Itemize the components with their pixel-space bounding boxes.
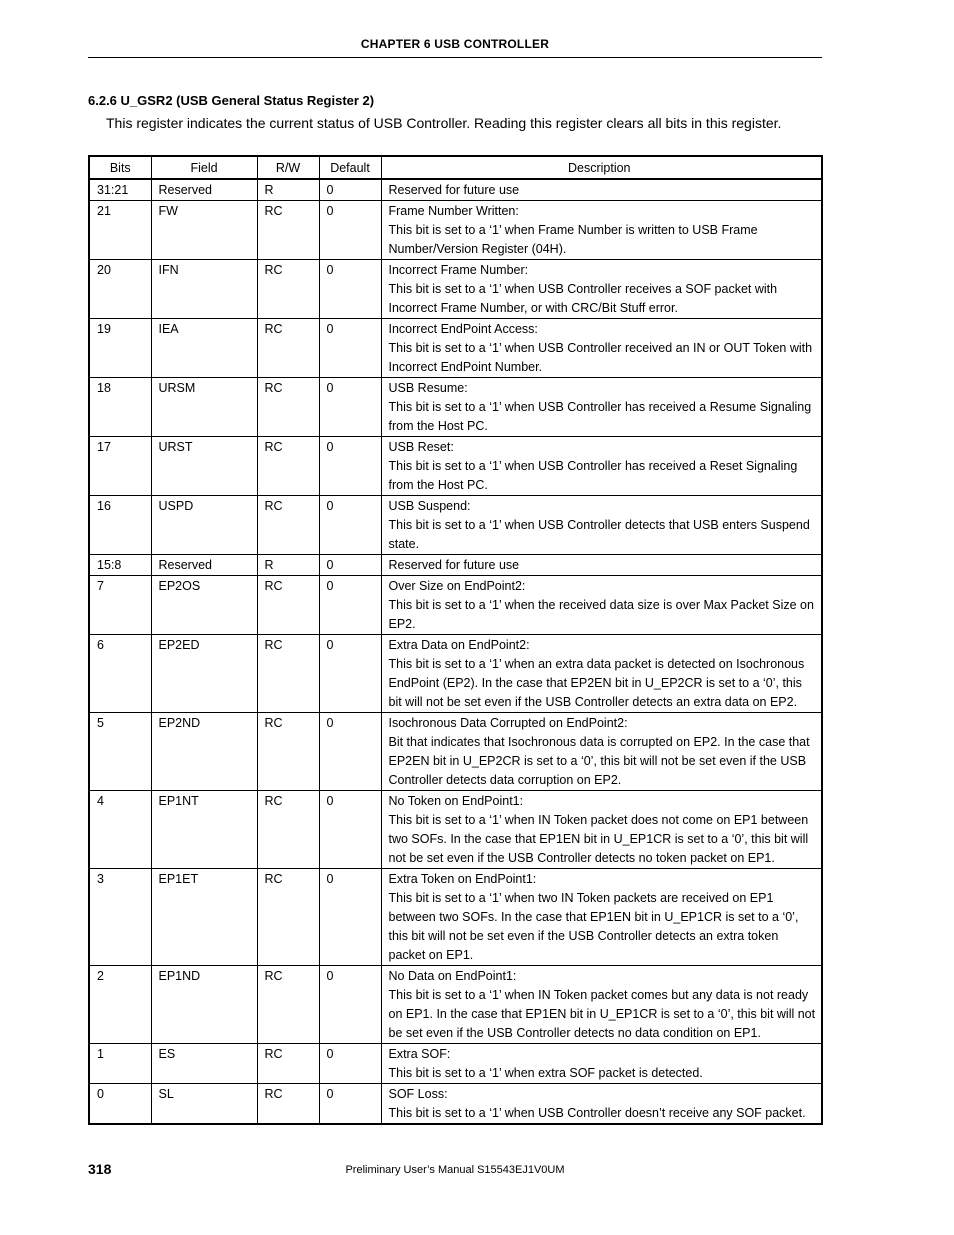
description-line: USB Resume: <box>388 381 468 395</box>
rw-cell: R <box>257 179 319 201</box>
default-cell: 0 <box>319 713 381 791</box>
column-header-bits: Bits <box>89 156 151 179</box>
field-cell: SL <box>151 1084 257 1125</box>
description-line: Incorrect Frame Number: <box>388 263 529 277</box>
chapter-header: CHAPTER 6 USB CONTROLLER <box>360 37 550 51</box>
table-row <box>89 966 822 1044</box>
rw-cell: RC <box>257 1044 319 1084</box>
default-cell: 0 <box>319 260 381 319</box>
description-line: No Data on EndPoint1: <box>388 969 517 983</box>
description-line: This bit is set to a ‘1’ when two IN Token packets are received on EP1 <box>388 891 774 905</box>
field-cell: EP1NT <box>151 791 257 869</box>
bits-cell: 7 <box>89 576 151 635</box>
page-number: 318 <box>88 1161 112 1177</box>
description-line: This bit is set to a ‘1’ when USB Controller received an IN or OUT Token with <box>388 341 813 355</box>
field-cell: IFN <box>151 260 257 319</box>
description-line: Reserved for future use <box>388 183 520 197</box>
description-line: EP2EN bit in U_EP2CR is set to a ‘0’, this bit will not be set even if the USB <box>388 754 807 768</box>
description-line: This bit is set to a ‘1’ when USB Controller receives a SOF packet with <box>388 282 778 296</box>
description-line: Reserved for future use <box>388 558 520 572</box>
description-cell <box>381 576 822 635</box>
table-row <box>89 1044 822 1084</box>
description-line: This bit is set to a ‘1’ when USB Controller has received a Resume Signaling <box>388 400 812 414</box>
column-header-field: Field <box>151 156 257 179</box>
rw-cell: RC <box>257 791 319 869</box>
bits-cell: 2 <box>89 966 151 1044</box>
field-cell: Reserved <box>151 179 257 201</box>
description-line: on EP1. In the case that EP1EN bit in U_EP1CR is set to a ‘0’, this bit will not <box>388 1007 816 1021</box>
field-cell: EP1ND <box>151 966 257 1044</box>
description-cell <box>381 179 822 201</box>
description-line: Extra Token on EndPoint1: <box>388 872 537 886</box>
column-header-description: Description <box>381 156 822 179</box>
rw-cell: RC <box>257 966 319 1044</box>
table-row <box>89 260 822 319</box>
table-row <box>89 791 822 869</box>
field-cell: URST <box>151 437 257 496</box>
default-cell: 0 <box>319 201 381 260</box>
bits-cell: 18 <box>89 378 151 437</box>
bits-cell: 0 <box>89 1084 151 1125</box>
description-line: Bit that indicates that Isochronous data is corrupted on EP2. In the case that <box>388 735 810 749</box>
description-line: No Token on EndPoint1: <box>388 794 524 808</box>
description-line: state. <box>388 537 420 551</box>
rw-cell: RC <box>257 437 319 496</box>
register-table-body <box>89 179 822 1124</box>
default-cell: 0 <box>319 576 381 635</box>
default-cell: 0 <box>319 555 381 576</box>
rw-cell: RC <box>257 1084 319 1125</box>
description-line: Frame Number Written: <box>388 204 519 218</box>
column-header-rw: R/W <box>257 156 319 179</box>
bits-cell: 1 <box>89 1044 151 1084</box>
description-line: SOF Loss: <box>388 1087 448 1101</box>
description-line: Isochronous Data Corrupted on EndPoint2: <box>388 716 628 730</box>
field-cell: URSM <box>151 378 257 437</box>
field-cell: USPD <box>151 496 257 555</box>
table-row <box>89 437 822 496</box>
description-line: this bit will not be set even if the USB Controller detects an extra token <box>388 929 779 943</box>
description-line: This bit is set to a ‘1’ when USB Controller detects that USB enters Suspend <box>388 518 810 532</box>
description-cell <box>381 437 822 496</box>
description-line: This bit is set to a ‘1’ when IN Token packet comes but any data is not ready <box>388 988 809 1002</box>
description-line: from the Host PC. <box>388 419 488 433</box>
section-title: 6.2.6 U_GSR2 (USB General Status Register 2) <box>88 93 375 108</box>
table-row <box>89 576 822 635</box>
table-row <box>89 496 822 555</box>
description-cell <box>381 260 822 319</box>
description-cell <box>381 713 822 791</box>
default-cell: 0 <box>319 966 381 1044</box>
bits-cell: 15:8 <box>89 555 151 576</box>
description-cell <box>381 1044 822 1084</box>
column-header-default: Default <box>319 156 381 179</box>
default-cell: 0 <box>319 1084 381 1125</box>
table-row <box>89 378 822 437</box>
description-line: EP2. <box>388 617 416 631</box>
rw-cell: RC <box>257 635 319 713</box>
field-cell: IEA <box>151 319 257 378</box>
default-cell: 0 <box>319 437 381 496</box>
bits-cell: 3 <box>89 869 151 966</box>
description-cell <box>381 555 822 576</box>
rw-cell: RC <box>257 576 319 635</box>
description-line: This bit is set to a ‘1’ when USB Controller doesn’t receive any SOF packet. <box>388 1106 806 1120</box>
description-cell <box>381 496 822 555</box>
default-cell: 0 <box>319 319 381 378</box>
field-cell: Reserved <box>151 555 257 576</box>
description-line: Incorrect EndPoint Number. <box>388 360 543 374</box>
manual-footer: Preliminary User’s Manual S15543EJ1V0UM <box>345 1164 565 1176</box>
description-line: Incorrect Frame Number, or with CRC/Bit Stuff error. <box>388 301 678 315</box>
description-line: USB Suspend: <box>388 499 471 513</box>
register-table <box>88 155 823 1125</box>
description-line: packet on EP1. <box>388 948 474 962</box>
table-row <box>89 555 822 576</box>
description-line: This bit is set to a ‘1’ when IN Token packet does not come on EP1 between <box>388 813 809 827</box>
table-row <box>89 869 822 966</box>
bits-cell: 20 <box>89 260 151 319</box>
rw-cell: RC <box>257 713 319 791</box>
rw-cell: RC <box>257 378 319 437</box>
bits-cell: 19 <box>89 319 151 378</box>
description-line: from the Host PC. <box>388 478 488 492</box>
description-cell <box>381 319 822 378</box>
bits-cell: 31:21 <box>89 179 151 201</box>
description-cell <box>381 869 822 966</box>
rw-cell: RC <box>257 869 319 966</box>
table-row <box>89 713 822 791</box>
description-cell <box>381 791 822 869</box>
default-cell: 0 <box>319 869 381 966</box>
default-cell: 0 <box>319 635 381 713</box>
field-cell: EP2ED <box>151 635 257 713</box>
description-cell <box>381 635 822 713</box>
description-cell <box>381 201 822 260</box>
default-cell: 0 <box>319 791 381 869</box>
description-cell <box>381 1084 822 1125</box>
description-line: Incorrect EndPoint Access: <box>388 322 538 336</box>
description-line: not be set even if the USB Controller detects no token packet on EP1. <box>388 851 775 865</box>
description-line: between two SOFs. In the case that EP1EN bit in U_EP1CR is set to a ‘0’, <box>388 910 799 924</box>
rw-cell: RC <box>257 319 319 378</box>
bits-cell: 4 <box>89 791 151 869</box>
table-row <box>89 1084 822 1125</box>
field-cell: EP2OS <box>151 576 257 635</box>
table-row <box>89 201 822 260</box>
description-line: This bit is set to a ‘1’ when an extra data packet is detected on Isochronous <box>388 657 805 671</box>
description-line: This bit is set to a ‘1’ when USB Controller has received a Reset Signaling <box>388 459 798 473</box>
default-cell: 0 <box>319 1044 381 1084</box>
field-cell: EP2ND <box>151 713 257 791</box>
bits-cell: 17 <box>89 437 151 496</box>
description-line: bit will not be set even if the USB Controller detects an extra data on EP2. <box>388 695 798 709</box>
description-cell <box>381 378 822 437</box>
section-intro: This register indicates the current status of USB Controller. Reading this register clears all bits in this register. <box>106 115 782 131</box>
description-line: This bit is set to a ‘1’ when the received data size is over Max Packet Size on <box>388 598 814 612</box>
description-cell <box>381 966 822 1044</box>
rw-cell: R <box>257 555 319 576</box>
table-row <box>89 179 822 201</box>
header-divider <box>88 57 822 58</box>
rw-cell: RC <box>257 201 319 260</box>
bits-cell: 16 <box>89 496 151 555</box>
default-cell: 0 <box>319 179 381 201</box>
bits-cell: 5 <box>89 713 151 791</box>
description-line: EndPoint (EP2). In the case that EP2EN bit in U_EP2CR is set to a ‘0’, this <box>388 676 802 690</box>
description-line: This bit is set to a ‘1’ when Frame Number is written to USB Frame <box>388 223 758 237</box>
description-line: This bit is set to a ‘1’ when extra SOF packet is detected. <box>388 1066 703 1080</box>
field-cell: ES <box>151 1044 257 1084</box>
rw-cell: RC <box>257 496 319 555</box>
description-line: Number/Version Register (04H). <box>388 242 567 256</box>
table-row <box>89 635 822 713</box>
description-line: USB Reset: <box>388 440 454 454</box>
description-line: Over Size on EndPoint2: <box>388 579 526 593</box>
default-cell: 0 <box>319 496 381 555</box>
field-cell: FW <box>151 201 257 260</box>
description-line: Controller detects data corruption on EP2. <box>388 773 622 787</box>
table-header-row <box>89 156 822 179</box>
field-cell: EP1ET <box>151 869 257 966</box>
default-cell: 0 <box>319 378 381 437</box>
bits-cell: 21 <box>89 201 151 260</box>
description-line: Extra SOF: <box>388 1047 451 1061</box>
description-line: be set even if the USB Controller detects no data condition on EP1. <box>388 1026 761 1040</box>
description-line: two SOFs. In the case that EP1EN bit in U_EP1CR is set to a ‘0’, this bit will <box>388 832 809 846</box>
description-line: Extra Data on EndPoint2: <box>388 638 530 652</box>
rw-cell: RC <box>257 260 319 319</box>
bits-cell: 6 <box>89 635 151 713</box>
table-row <box>89 319 822 378</box>
